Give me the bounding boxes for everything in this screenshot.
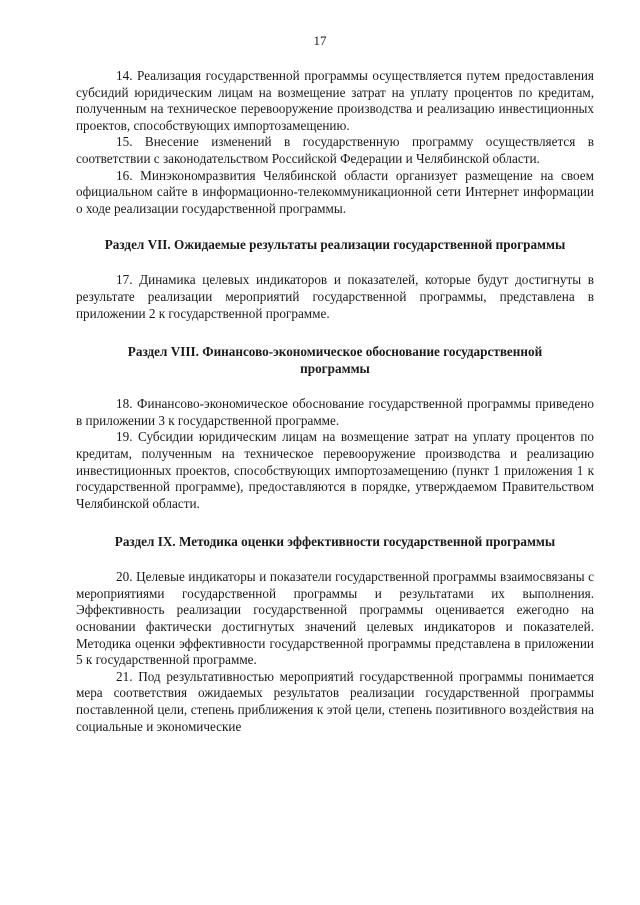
paragraph-21: 21. Под результативностью мероприятий государственной программы понимается мера соответствия ожидаемых результатов реализации государственной программы поставленной цели, степень приближения к этой цели, степень позитивного воздействия на социальные и экономические [76, 668, 594, 734]
paragraph-17: 17. Динамика целевых индикаторов и показателей, которые будут достигнуты в результате реализации мероприятий государственной программы, представлена в приложении 2 к государственной программе. [76, 272, 594, 321]
paragraph-14: 14. Реализация государственной программы осуществляется путем предоставления субсидий юридическим лицам на возмещение затрат на уплату процентов по кредитам, полученным на техническое перевооружение производства и реализацию инвестиционных проектов, способствующих импортозамещению. [76, 68, 594, 133]
page-number: 17 [313, 33, 327, 48]
paragraph-19: 19. Субсидии юридическим лицам на возмещение затрат на уплату процентов по кредитам, полученным на техническое перевооружение производства и реализацию инвестиционных проектов, способствующих импортозамещению (пункт 1 приложения 1 к государственной программе), предоставляются в порядке, утверждаемом Правительством Челябинской области. [76, 429, 594, 511]
paragraph-20: 20. Целевые индикаторы и показатели государственной программы взаимосвязаны с мероприятиями государственной программы и результатами их выполнения. Эффективность реализации государственной программы оценивается ежегодно на основании фактически достигнутых значений целевых индикаторов и показателей. Методика оценки эффективности государственной программы представлена в приложении 5 к государственной программе. [76, 569, 594, 668]
section-7-heading: Раздел VII. Ожидаемые результаты реализации государственной программы [104, 237, 566, 253]
paragraph-15: 15. Внесение изменений в государственную программу осуществляется в соответствии с законодательством Российской Федерации и Челябинской области. [76, 134, 594, 166]
document-body [76, 68, 594, 735]
section-8-heading: Раздел VIII. Финансово-экономическое обоснование государственной программы [127, 344, 543, 377]
section-9-heading: Раздел IX. Методика оценки эффективности государственной программы [114, 534, 556, 550]
paragraph-16: 16. Минэкономразвития Челябинской области организует размещение на своем официальном сайте в информационно-телекоммуникационной сети Интернет информации о ходе реализации государственной программы. [76, 167, 594, 216]
paragraph-18: 18. Финансово-экономическое обоснование государственной программы приведено в приложении 3 к государственной программе. [76, 396, 594, 428]
